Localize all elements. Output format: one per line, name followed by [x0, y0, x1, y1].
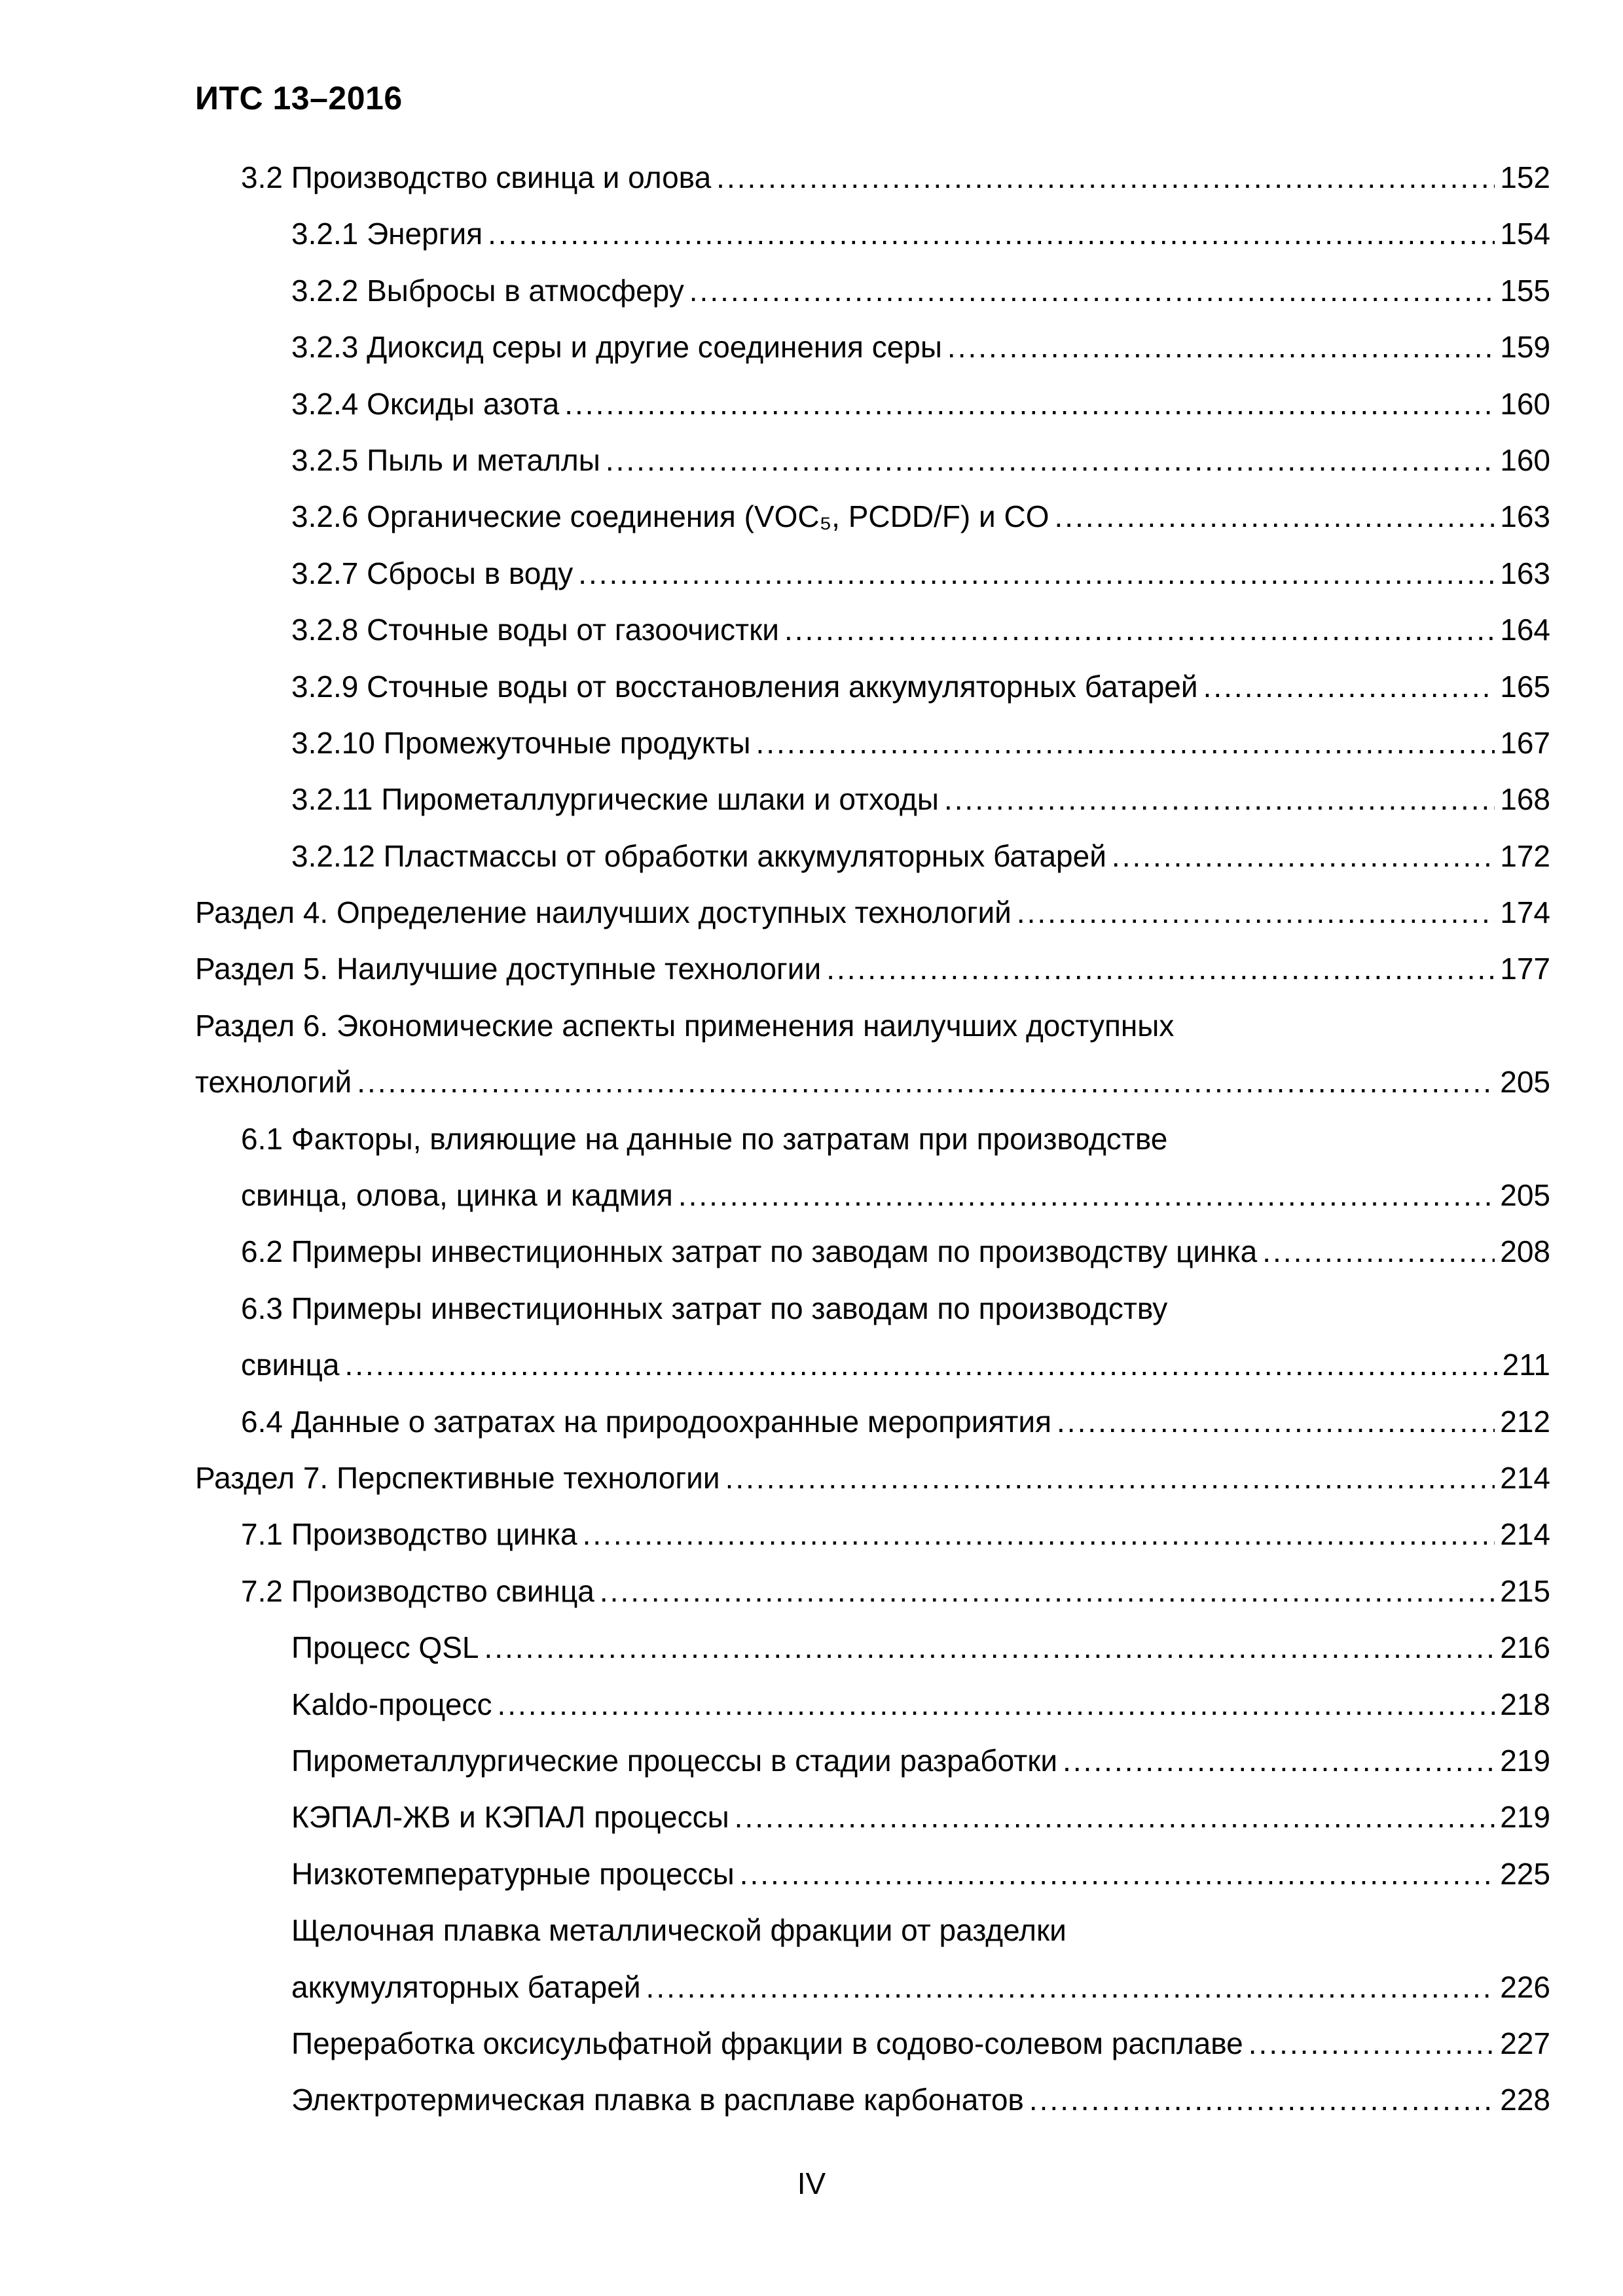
- toc-entry: [0, 1393, 1623, 1450]
- dot-leader: [606, 432, 1495, 488]
- document-code-header: ИТС 13–2016: [195, 80, 403, 117]
- dot-leader: [583, 1506, 1495, 1562]
- toc-entry-title: Низкотемпературные процессы: [291, 1856, 735, 1891]
- dot-leader: [344, 1336, 1497, 1393]
- toc-entry-page: 163: [1500, 499, 1550, 534]
- dot-leader: [756, 715, 1495, 771]
- dot-leader: [1017, 884, 1495, 941]
- toc-entry-title: 3.2.6 Органические соединения (VOC₅, PCDD/F) и CO: [291, 499, 1049, 534]
- toc-entry-page: 167: [1500, 725, 1550, 760]
- toc-entry-title: Переработка оксисульфатной фракции в содово-солевом расплаве: [291, 2026, 1243, 2060]
- toc-entry-title: 3.2.4 Оксиды азота: [291, 386, 560, 421]
- toc-entry-title: 3.2.9 Сточные воды от восстановления аккумуляторных батарей: [291, 669, 1198, 704]
- toc-entry-title: Раздел 6. Экономические аспекты применения наилучших доступных: [195, 1008, 1175, 1043]
- toc-entry-page: 165: [1500, 669, 1550, 704]
- toc-entry-title: 3.2.12 Пластмассы от обработки аккумуляторных батарей: [291, 838, 1106, 873]
- toc-entry-page: 214: [1500, 1460, 1550, 1495]
- toc-entry-page: 218: [1500, 1687, 1550, 1721]
- toc-entry-title: 3.2.10 Промежуточные продукты: [291, 725, 751, 760]
- toc-entry: [0, 1450, 1623, 1506]
- toc-entry-title: 7.2 Производство свинца: [241, 1573, 594, 1608]
- dot-leader: [600, 1563, 1495, 1619]
- toc-entry-page: 160: [1500, 386, 1550, 421]
- dot-leader: [1055, 488, 1495, 545]
- toc-entry: [0, 1732, 1623, 1789]
- dot-leader: [497, 1676, 1495, 1732]
- toc-entry-title: Раздел 4. Определение наилучших доступных технологий: [195, 895, 1012, 930]
- toc-entry-page: 205: [1500, 1178, 1550, 1213]
- toc-entry-title: 3.2 Производство свинца и олова: [241, 160, 712, 194]
- toc-entry-page: 226: [1500, 1969, 1550, 2004]
- toc-entry-title: 6.1 Факторы, влияющие на данные по затратам при производстве: [241, 1121, 1168, 1156]
- toc-entry: [0, 1280, 1623, 1336]
- toc-entry: [0, 658, 1623, 715]
- toc-entry-page: 225: [1500, 1856, 1550, 1891]
- toc-entry-page: 227: [1500, 2026, 1550, 2060]
- toc-entry-title: 3.2.7 Сбросы в воду: [291, 556, 574, 590]
- toc-entry-title: аккумуляторных батарей: [291, 1969, 641, 2004]
- toc-entry-page: 174: [1500, 895, 1550, 930]
- toc-entry: [0, 376, 1623, 432]
- toc-entry-title: 3.2.1 Энергия: [291, 217, 483, 251]
- dot-leader: [689, 262, 1495, 319]
- dot-leader: [357, 1054, 1495, 1110]
- toc-entry-title: 6.3 Примеры инвестиционных затрат по заводам по производству: [241, 1291, 1168, 1325]
- toc-entry-page: 211: [1502, 1348, 1550, 1382]
- toc-entry-title: 7.1 Производство цинка: [241, 1517, 577, 1552]
- dot-leader: [826, 941, 1495, 997]
- toc-entry-page: 160: [1500, 442, 1550, 477]
- toc-entry-title: 6.4 Данные о затратах на природоохранные мероприятия: [241, 1404, 1052, 1439]
- toc-entry-page: 168: [1500, 782, 1550, 817]
- toc-entry-page: 219: [1500, 1800, 1550, 1835]
- dot-leader: [740, 1846, 1495, 1902]
- toc-entry: [0, 432, 1623, 488]
- toc-entry-title: КЭПАЛ-ЖВ и КЭПАЛ процессы: [291, 1800, 729, 1835]
- dot-leader: [944, 771, 1495, 827]
- toc-entry-title: Процесс QSL: [291, 1630, 479, 1665]
- toc-entry-page: 219: [1500, 1743, 1550, 1778]
- dot-leader: [578, 545, 1495, 601]
- dot-leader: [947, 319, 1495, 375]
- toc-entry: [0, 1167, 1623, 1223]
- toc-entry-page: 214: [1500, 1517, 1550, 1552]
- dot-leader: [678, 1167, 1495, 1223]
- toc-entry: [0, 1506, 1623, 1562]
- toc-entry-page: 152: [1500, 160, 1550, 194]
- toc-entry: [0, 1902, 1623, 1958]
- toc-entry: [0, 488, 1623, 545]
- toc-entry-title: Раздел 7. Перспективные технологии: [195, 1460, 720, 1495]
- dot-leader: [1063, 1732, 1495, 1789]
- toc-entry: [0, 545, 1623, 601]
- toc-entry-title: Пирометаллургические процессы в стадии разработки: [291, 1743, 1058, 1778]
- toc-entry: [0, 715, 1623, 771]
- toc-entry-title: 6.2 Примеры инвестиционных затрат по заводам по производству цинка: [241, 1234, 1258, 1269]
- toc-entry-page: 164: [1500, 613, 1550, 647]
- toc-entry-page: 155: [1500, 273, 1550, 308]
- toc-entry-page: 177: [1500, 952, 1550, 986]
- toc-entry: [0, 1563, 1623, 1619]
- dot-leader: [1057, 1393, 1495, 1450]
- toc-entry: [0, 1789, 1623, 1845]
- dot-leader: [564, 376, 1495, 432]
- toc-entry: [0, 262, 1623, 319]
- toc-entry: [0, 1959, 1623, 2015]
- toc-entry: [0, 1223, 1623, 1280]
- toc-entry-page: 172: [1500, 838, 1550, 873]
- dot-leader: [1249, 2015, 1495, 2072]
- toc-entry: [0, 149, 1623, 206]
- toc-entry-title: 3.2.5 Пыль и металлы: [291, 442, 600, 477]
- toc-entry: [0, 1336, 1623, 1393]
- toc-entry: [0, 1111, 1623, 1167]
- toc-entry: [0, 1054, 1623, 1110]
- toc-entry: [0, 1676, 1623, 1732]
- toc-entry-title: Раздел 5. Наилучшие доступные технологии: [195, 952, 822, 986]
- toc-entry: [0, 2015, 1623, 2072]
- toc-entry: [0, 1619, 1623, 1676]
- dot-leader: [484, 1619, 1495, 1676]
- toc-entry-title: 3.2.11 Пирометаллургические шлаки и отходы: [291, 782, 939, 817]
- dot-leader: [784, 601, 1495, 658]
- toc-entry: [0, 206, 1623, 262]
- toc-entry: [0, 1846, 1623, 1902]
- toc-entry-page: 215: [1500, 1573, 1550, 1608]
- toc-entry-title: Электротермическая плавка в расплаве карбонатов: [291, 2083, 1024, 2117]
- toc-entry: [0, 2072, 1623, 2128]
- dot-leader: [735, 1789, 1495, 1845]
- dot-leader: [1203, 658, 1495, 715]
- toc-entry-title: 3.2.3 Диоксид серы и другие соединения серы: [291, 330, 942, 365]
- toc-entry-page: 208: [1500, 1234, 1550, 1269]
- dot-leader: [1262, 1223, 1495, 1280]
- toc-entry-title: Kaldo-процесс: [291, 1687, 492, 1721]
- toc-entry-page: 212: [1500, 1404, 1550, 1439]
- toc-entry: [0, 319, 1623, 375]
- toc-entry-title: Щелочная плавка металлической фракции от разделки: [291, 1913, 1067, 1948]
- dot-leader: [1112, 828, 1495, 884]
- dot-leader: [716, 149, 1495, 206]
- toc-entry-page: 216: [1500, 1630, 1550, 1665]
- toc-entry: [0, 941, 1623, 997]
- toc-entry: [0, 601, 1623, 658]
- toc-entry: [0, 884, 1623, 941]
- toc-entry-title: свинца: [241, 1348, 340, 1382]
- toc-entry: [0, 997, 1623, 1054]
- toc-entry-title: свинца, олова, цинка и кадмия: [241, 1178, 673, 1213]
- dot-leader: [1029, 2072, 1495, 2128]
- dot-leader: [646, 1959, 1495, 2015]
- toc-entry-page: 154: [1500, 217, 1550, 251]
- toc-entry-title: 3.2.8 Сточные воды от газоочистки: [291, 613, 779, 647]
- page-number: IV: [797, 2166, 826, 2200]
- dot-leader: [488, 206, 1495, 262]
- toc-entry-title: 3.2.2 Выбросы в атмосферу: [291, 273, 684, 308]
- toc-entry-page: 228: [1500, 2083, 1550, 2117]
- toc-entry: [0, 828, 1623, 884]
- toc-entry-page: 159: [1500, 330, 1550, 365]
- toc-entry: [0, 771, 1623, 827]
- table-of-contents: [0, 149, 1623, 2128]
- toc-entry-page: 205: [1500, 1065, 1550, 1100]
- toc-entry-title: технологий: [195, 1065, 352, 1100]
- dot-leader: [725, 1450, 1495, 1506]
- toc-entry-page: 163: [1500, 556, 1550, 590]
